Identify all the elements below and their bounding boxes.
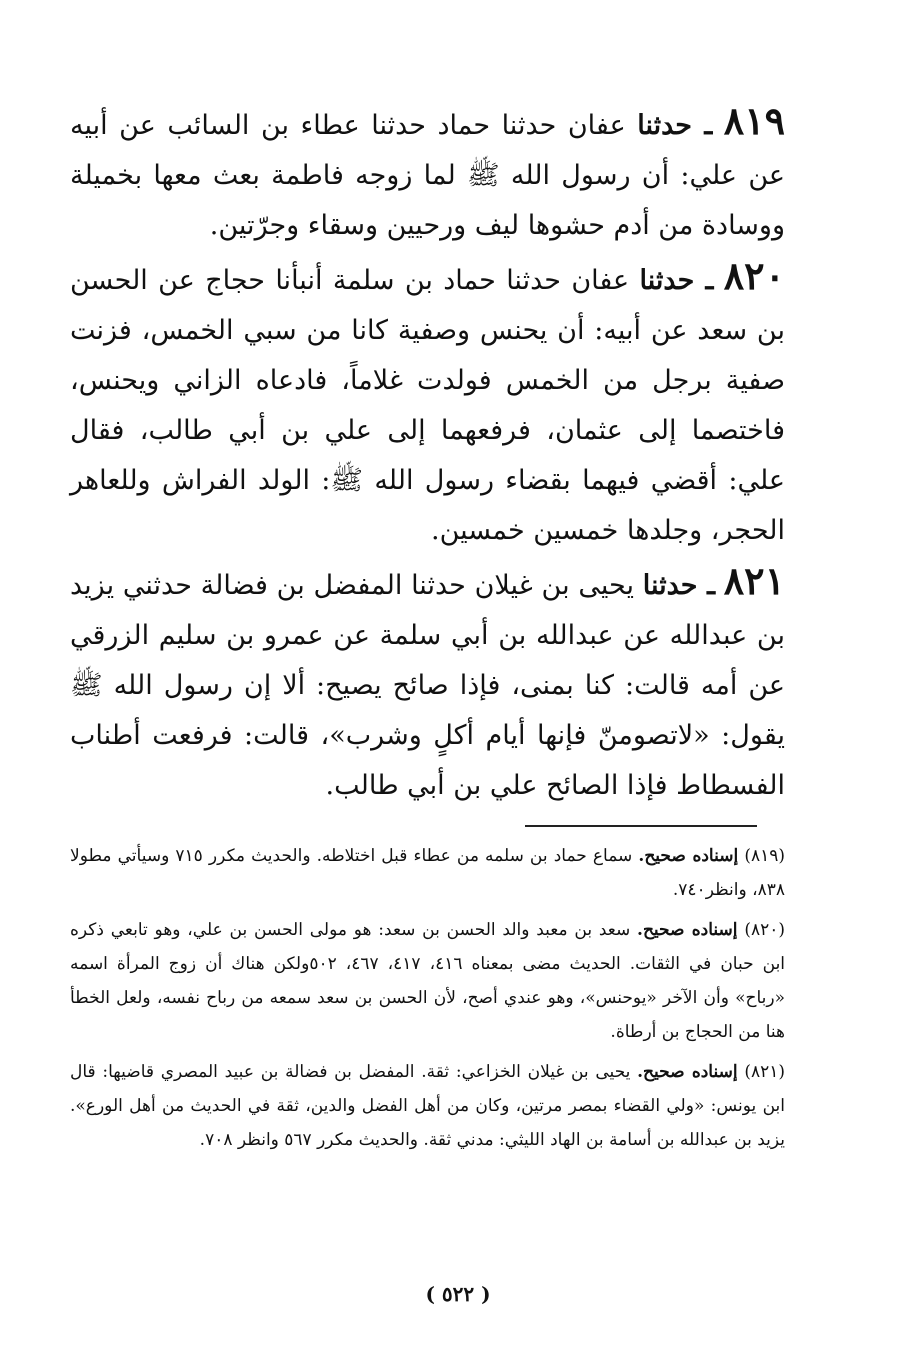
footnote-ref: (٨٢٠): [744, 920, 786, 940]
hadith-821: [70, 556, 785, 811]
hadith-dash: ـ: [697, 570, 715, 601]
footnote-820: [70, 913, 785, 1049]
hadith-number: ٨١٩: [723, 98, 786, 143]
footnote-isnad: إسناده صحيح.: [637, 920, 738, 940]
hadith-lead: حدثنا: [642, 570, 698, 601]
hadith-number: ٨٢١: [723, 558, 785, 603]
hadith-number: ٨٢٠: [723, 253, 785, 298]
footnote-separator: [525, 825, 757, 827]
hadith-text: عفان حدثنا حماد بن سلمة أنبأنا حجاج عن الحسن بن سعد عن أبيه: أن يحنس وصفية كانا من سبي الخمس، فزنت صفية برجل من الخمس فولدت غلاماً، فادعاه الزاني ويحنس، فاختصما إلى عثمان، فرفعهما إلى علي بن أبي طالب، فقال علي: أقضي فيهما بقضاء رسول الله ﷺ: الولد الفراش وللعاهر الحجر، وجلدها خمسين خمسين.: [70, 265, 785, 546]
hadith-text: يحيى بن غيلان حدثنا المفضل بن فضالة حدثني يزيد بن عبدالله عن عبدالله بن أبي سلمة عن عمرو بن سليم الزرقي عن أمه قالت: كنا بمنى، فإذا صائح يصيح: ألا إن رسول الله ﷺ يقول: «لاتصومنّ فإنها أيام أكلٍ وشرب»، قالت: فرفعت أطناب الفسطاط فإذا الصائح علي بن أبي طالب.: [70, 570, 785, 801]
hadith-819: [70, 96, 785, 251]
footnote-text: سماع حماد بن سلمه من عطاء قبل اختلاطه. والحديث مكرر ٧١٥ وسيأتي مطولا ٨٣٨، وانظر٧٤٠.: [70, 846, 785, 900]
page-number: ( ٥٢٢ ): [425, 1282, 491, 1306]
hadith-lead: حدثنا: [639, 265, 695, 296]
page-body: [70, 96, 785, 1163]
footnote-separator-wrap: [70, 825, 785, 827]
footnote-821: [70, 1055, 785, 1157]
hadith-text: عفان حدثنا حماد حدثنا عطاء بن السائب عن أبيه عن علي: أن رسول الله ﷺ لما زوجه فاطمة بعث معها بخميلة ووسادة من أدم حشوها ليف ورحيين وسقاء وجرّتين.: [70, 110, 785, 241]
footnote-ref: (٨٢١): [744, 1062, 785, 1082]
footnote-ref: (٨١٩): [744, 846, 786, 866]
hadith-lead: حدثنا: [637, 110, 692, 141]
hadith-820: [70, 251, 785, 556]
hadith-dash: ـ: [691, 110, 713, 141]
footnote-isnad: إسناده صحيح.: [638, 846, 739, 866]
footnote-text: يحيى بن غيلان الخزاعي: ثقة. المفضل بن فضالة بن عبيد المصري قاضيها: قال ابن يونس: «ولي القضاء بمصر مرتين، وكان من أهل الفضل والدين، ثقة في الحديث من أهل الورع». يزيد بن عبدالله بن أسامة بن الهاد الليثي: مدني ثقة. والحديث مكرر ٥٦٧ وانظر ٧٠٨.: [70, 1062, 785, 1150]
footnote-819: [70, 839, 785, 907]
footnote-isnad: إسناده صحيح.: [637, 1062, 738, 1082]
footnote-text: سعد بن معبد والد الحسن بن سعد: هو مولى الحسن بن علي، وهو تابعي ذكره ابن حبان في الثقات. الحديث مضى بمعناه ٤١٦، ٤١٧، ٤٦٧، ٥٠٢ولكن هناك أن زوج المرأة اسمه «رباح» وأن الآخر «يوحنس»، وهو عندي أصح، لأن الحسن بن سعد سمعه من رباح نفسه، ولعل الخطأ هنا من الحجاج بن أرطاة.: [70, 920, 786, 1042]
hadith-dash: ـ: [694, 265, 714, 296]
